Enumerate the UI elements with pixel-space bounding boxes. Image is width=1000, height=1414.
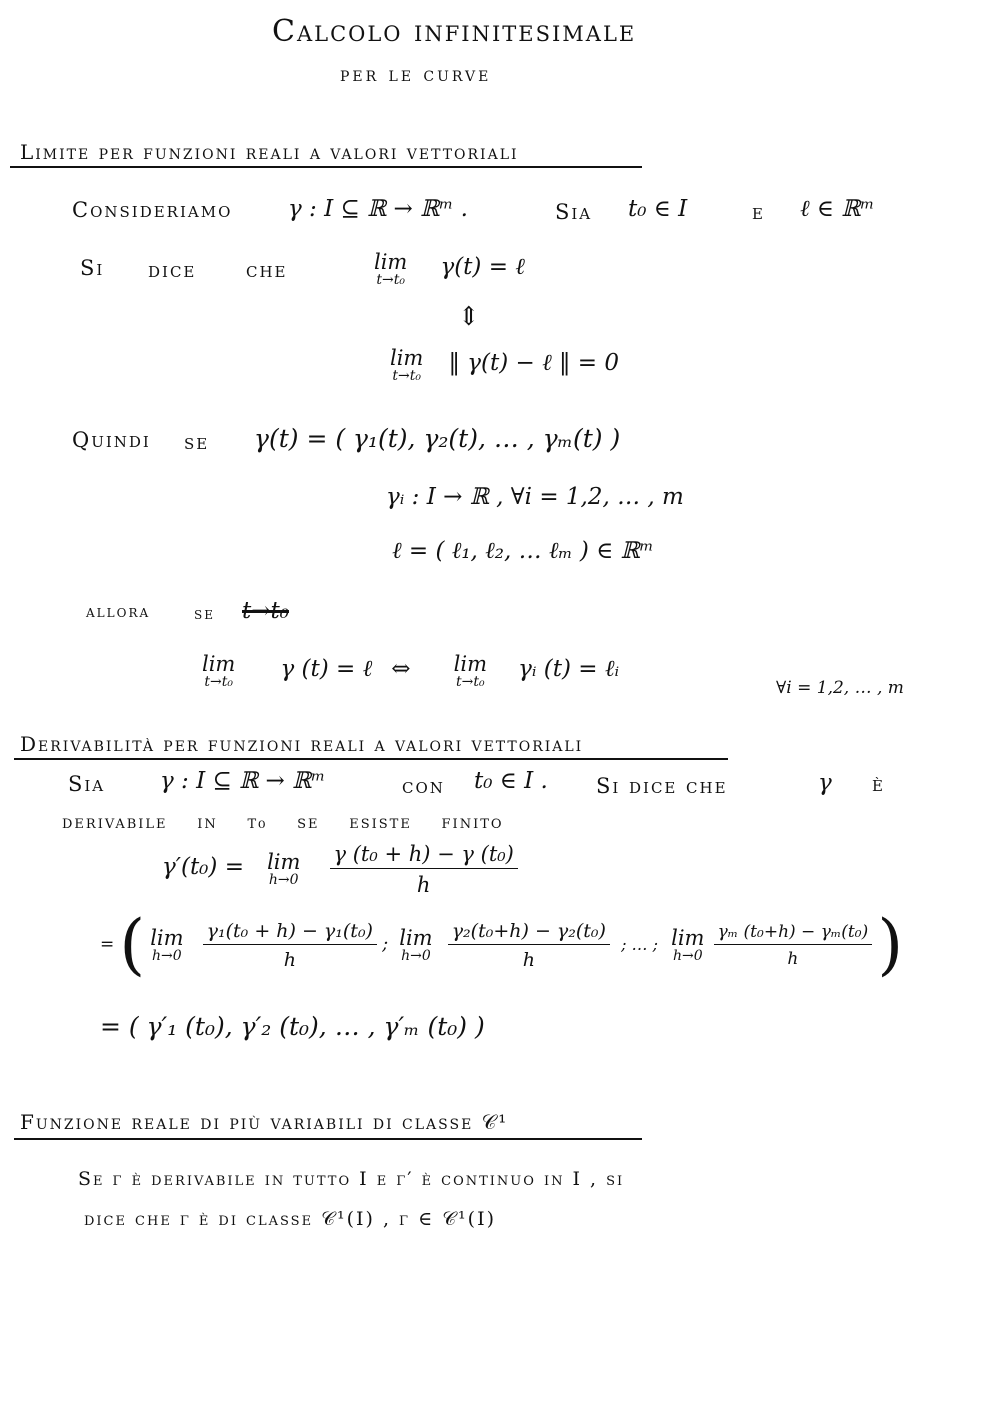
derivabile-line: derivabile in t₀ se esiste finito [62,812,504,833]
allora-se-label: se [194,604,215,624]
lim-operator: lim t→t₀ [374,250,408,288]
gamma-components: γ(t) = ( γ₁(t), γ₂(t), … , γₘ(t) ) [254,424,621,453]
gamma-i-def: γᵢ : I → ℝ , ∀i = 1,2, … , m [386,484,684,510]
close-paren: ) [877,906,904,983]
section-rule-2 [14,758,728,760]
separator-2: ; … ; [621,934,659,954]
lim-operator-8: lim h→0 [671,925,705,964]
equals-sign: = [100,934,115,955]
che-label: che [246,258,288,282]
quindi-label: Quindi [72,428,151,452]
separator-1: ; [382,933,389,955]
dice-label: dice [148,258,197,282]
section-heading-derivabilita: Derivabilità per funzioni reali a valori vettoriali [20,732,584,756]
se-label: se [184,430,210,454]
derivative-definition [162,842,518,897]
component-quotient-1: $\frac{\text{γ₁(t₀ + h) − γ₁(t₀)}}{h}$ [203,920,377,971]
limit-expr: γ(t) = ℓ [440,254,525,280]
lim-operator-3: lim t→t₀ [202,652,236,690]
lim-operator-6: lim h→0 [150,925,184,964]
t0-in-I-2: t₀ ∈ I . [474,768,548,794]
gamma-symbol: γ [818,770,832,796]
classe-c1-line-2: dice che γ è di classe 𝒞¹(I) , γ ∈ 𝒞¹(I) [84,1208,496,1230]
componentwise-limits [100,906,904,983]
l-vector: ℓ = ( ℓ₁, ℓ₂, … ℓₘ ) ∈ ℝᵐ [392,538,654,564]
component-quotient-3: $\frac{\text{γₘ (t₀+h) − γₘ(t₀)}}{h}$ [714,922,873,969]
l-in-Rm: ℓ ∈ ℝᵐ [800,196,875,222]
component-quotient-2: $\frac{\text{γ₂(t₀+h) − γ₂(t₀)}}{h}$ [448,920,610,971]
sia-label-2: Sia [68,772,106,796]
open-paren: ( [119,906,146,983]
e-accent-label: è [872,772,885,796]
gamma-map-2: γ : I ⊆ ℝ → ℝᵐ [160,768,326,794]
section-heading-classe-c1: Funzione reale di più variabili di classe 𝒞¹ [20,1110,509,1134]
allora-label: allora [86,602,151,622]
struck-text: t→t₀ [242,598,289,624]
classe-c1-line-1: Se γ è derivabile in tutto I e γ′ è continuo in I , si [78,1168,625,1190]
page-title: Calcolo infinitesimale [272,14,637,49]
iff-arrow: ⇔ [391,656,411,682]
e-label: e [752,200,765,224]
section-rule-3 [14,1138,642,1140]
allora-lhs: γ (t) = ℓ [280,656,373,682]
component-limit-equivalence [202,654,619,689]
forall-i: ∀i = 1,2, … , m [776,678,904,698]
allora-rhs: γᵢ (t) = ℓᵢ [518,656,620,682]
si-label: Si [80,256,105,280]
difference-quotient: $\frac{\text{γ (t₀ + h) − γ (t₀)}}{h}$ [330,842,518,897]
page-subtitle: per le curve [340,62,492,86]
consideriamo-map: γ : I ⊆ ℝ → ℝᵐ . [288,196,468,222]
derivative-result: = ( γ′₁ (t₀), γ′₂ (t₀), … , γ′ₘ (t₀) ) [100,1012,485,1041]
lim-operator-2: lim t→t₀ [390,346,424,384]
sia-label: Sia [555,200,593,224]
t0-in-I: t₀ ∈ I [628,196,688,222]
norm-expr: ‖ γ(t) − ℓ ‖ = 0 [448,350,620,376]
consideriamo-label: Consideriamo [72,198,233,222]
norm-limit [390,348,619,383]
limit-definition [374,252,525,287]
section-rule-1 [10,166,642,168]
equivalence-arrow: ⇕ [458,302,480,332]
con-label: con [402,774,445,798]
section-heading-limite: Limite per funzioni reali a valori vettoriali [20,140,519,164]
lim-operator-5: lim h→0 [267,850,301,888]
lim-operator-4: lim t→t₀ [453,652,488,690]
si-dice-che-2: Si dice che [596,774,728,798]
lim-operator-7: lim h→0 [399,925,433,964]
derivative-lhs: γ′(t₀) = [162,854,244,880]
